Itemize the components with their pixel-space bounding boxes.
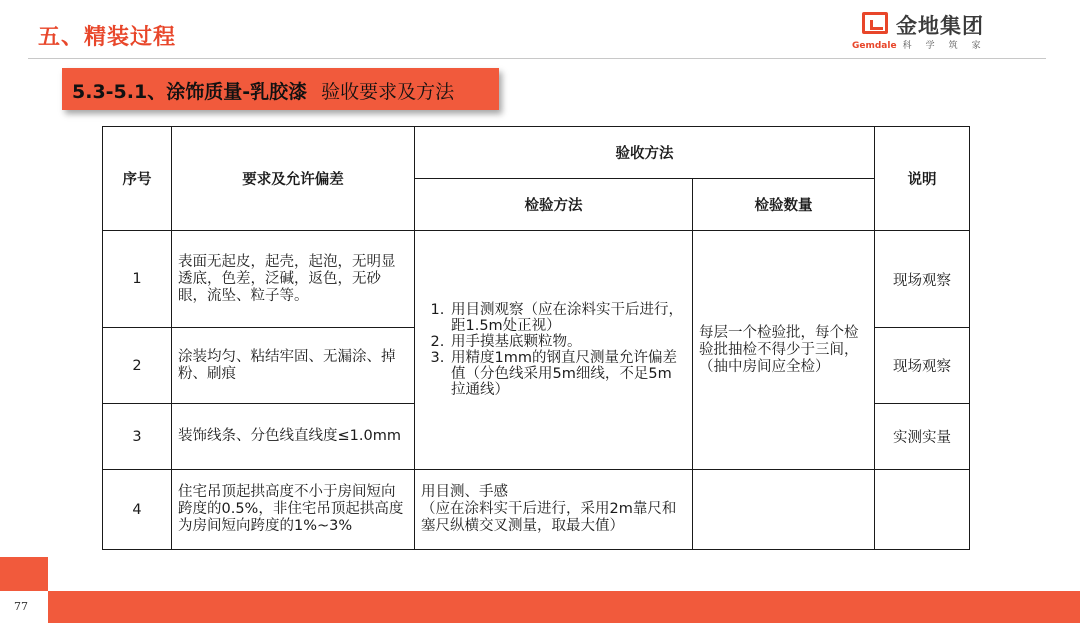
page-title: 五、精装过程	[38, 25, 177, 50]
row-note: 现场观察	[875, 231, 970, 328]
section-title	[72, 77, 454, 104]
row-requirement: 涂装均匀、粘结牢固、无漏涂、掉粉、刷痕	[172, 328, 415, 404]
logo-cn: 科学筑家	[902, 41, 995, 51]
row-requirement: 装饰线条、分色线直线度≤1.0mm	[172, 404, 415, 470]
row4-quantity	[693, 470, 875, 550]
logo-subtitle	[852, 38, 995, 51]
method-list	[421, 302, 686, 398]
row-seq: 3	[103, 404, 172, 470]
footer-accent-block	[0, 557, 48, 591]
company-logo	[852, 10, 1042, 52]
row-seq: 1	[103, 231, 172, 328]
row-requirement: 表面无起皮，起壳，起泡，无明显透底，色差，泛碱，返色，无砂眼，流坠、粒子等。	[172, 231, 415, 328]
shared-method-cell	[415, 231, 693, 470]
logo-en: Gemdale	[852, 41, 897, 51]
shared-quantity-cell: 每层一个检验批，每个检验批抽检不得少于三间，（抽中房间应全检）	[693, 231, 875, 470]
row4-method: 用目测、手感 （应在涂料实干后进行，采用2m靠尺和塞尺纵横交叉测量，取最大值）	[415, 470, 693, 550]
logo-name: 金地集团	[896, 14, 984, 38]
row-seq: 2	[103, 328, 172, 404]
page-number: 77	[14, 600, 28, 613]
header-method: 检验方法	[415, 179, 693, 231]
header-requirement: 要求及允许偏差	[172, 127, 415, 231]
logo-mark-icon	[862, 12, 888, 34]
table-row	[103, 231, 970, 328]
header-note: 说明	[875, 127, 970, 231]
method-item: 2. 用手摸基底颗粒物。	[449, 334, 686, 350]
method-item: 1. 用目测观察（应在涂料实干后进行，距1.5m处正视）	[449, 302, 686, 334]
method-item: 3. 用精度1mm的钢直尺测量允许偏差值（分色线采用5m细线，不足5m拉通线）	[449, 350, 686, 398]
table-row	[103, 470, 970, 550]
section-title-rest: 验收要求及方法	[321, 81, 455, 103]
section-banner	[62, 68, 499, 110]
header-quantity: 检验数量	[693, 179, 875, 231]
row-note	[875, 470, 970, 550]
footer-bar	[48, 591, 1080, 623]
row-seq: 4	[103, 470, 172, 550]
row-note: 实测实量	[875, 404, 970, 470]
header-divider	[28, 58, 1046, 59]
row-requirement: 住宅吊顶起拱高度不小于房间短向跨度的0.5%，非住宅吊顶起拱高度为房间短向跨度的1%~3%	[172, 470, 415, 550]
acceptance-table	[102, 126, 970, 550]
row-note: 现场观察	[875, 328, 970, 404]
section-title-bold: 5.3-5.1、涂饰质量-乳胶漆	[72, 81, 308, 103]
header-seq: 序号	[103, 127, 172, 231]
header-method-group: 验收方法	[415, 127, 875, 179]
